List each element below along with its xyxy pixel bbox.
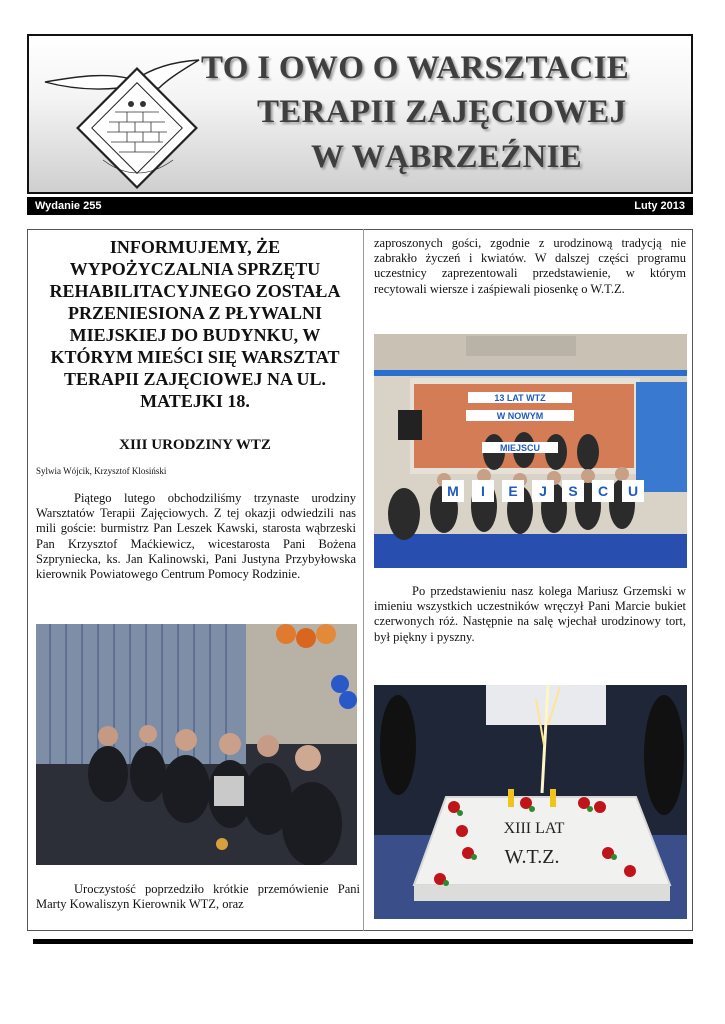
announcement-headline: INFORMUJEMY, ŻE WYPOŻYCZALNIA SPRZĘTU REHABILITACYJNEGO ZOSTAŁA PRZENIESIONA Z PŁYWALNI MIEJSKIEJ DO BUDYNKU, W KTÓRYM MIEŚCI SIĘ WARSZTAT TERAPII ZAJĘCIOWEJ NA UL. MATEJKI 18. (49, 237, 341, 411)
stage-sign-row2: W NOWYM (496, 411, 544, 421)
letter-card-label: E (508, 483, 518, 499)
article-paragraph-4: Po przedstawieniu nasz kolega Mariusz Grzemski w imieniu wszystkich uczestników wręczył Pani Marcie bukiet czerwonych róż. Następnie na salę wjechał urodzinowy tort, był piękny i pyszny. (374, 584, 686, 644)
letter-card-label: U (627, 483, 639, 499)
guests-photo (36, 624, 357, 865)
masthead-title (179, 46, 679, 186)
masthead (27, 34, 693, 194)
article-byline: Sylwia Wójcik, Krzysztof Klosiński (36, 466, 167, 476)
issue-date: Luty 2013 (634, 200, 685, 212)
letter-card-label: C (597, 483, 609, 499)
article-subheading: XIII URODZINY WTZ (119, 437, 271, 453)
letter-card-label: I (481, 483, 485, 499)
issue-bar (27, 197, 693, 215)
stage-sign-row3: MIEJSCU (499, 443, 541, 453)
bottom-rule (33, 939, 693, 944)
article-paragraph-1: Piątego lutego obchodziliśmy trzynaste urodziny Warsztatów Terapii Zajęciowych. Z tej okazji odwiedzili nas mili goście: burmistrz Pan Leszek Kawski, starosta wąbrzeski Pan Krzysztof Maćkiewicz, wicestarosta Pani Bożena Szpryniecka, ks. Jan Kalinowski, Pani Justyna Przybyłowska kierownik Powiatowego Centrum Pomocy Rodzinie. (36, 491, 356, 582)
cake-text-line2: W.T.Z. (504, 846, 560, 868)
issue-edition: Wydanie 255 (35, 200, 102, 212)
cake-text-line1: XIII LAT (503, 820, 565, 837)
letter-cards (442, 480, 644, 502)
letter-card-label: J (539, 483, 547, 499)
letter-card-label: S (568, 483, 578, 499)
title-line-1: TO I OWO O WARSZTACIE (201, 50, 630, 86)
letter-card-label: M (447, 483, 459, 499)
title-line-3: W WĄBRZEŹNIE (311, 139, 583, 175)
column-divider (363, 229, 364, 931)
performance-photo-illustration (374, 334, 687, 568)
title-line-2: TERAPII ZAJĘCIOWEJ (257, 94, 627, 130)
article-paragraph-3: zaproszonych gości, zgodnie z urodzinową tradycją nie zabrakło życzeń i kwiatów. W dalszej części programu uczestnicy zaprezentowali przedstawienie, w którym recytowali wiersze i zaśpiewali piosenkę o W.T.Z. (374, 236, 686, 296)
cake-photo (374, 685, 687, 919)
guests-photo-illustration (36, 624, 357, 865)
cake-photo-illustration (374, 685, 687, 919)
stage-sign-top: 13 LAT WTZ (494, 393, 546, 403)
performance-photo (374, 334, 687, 568)
article-paragraph-2: Uroczystość poprzedziło krótkie przemówienie Pani Marty Kowaliszyn Kierownik WTZ, oraz (36, 882, 360, 912)
